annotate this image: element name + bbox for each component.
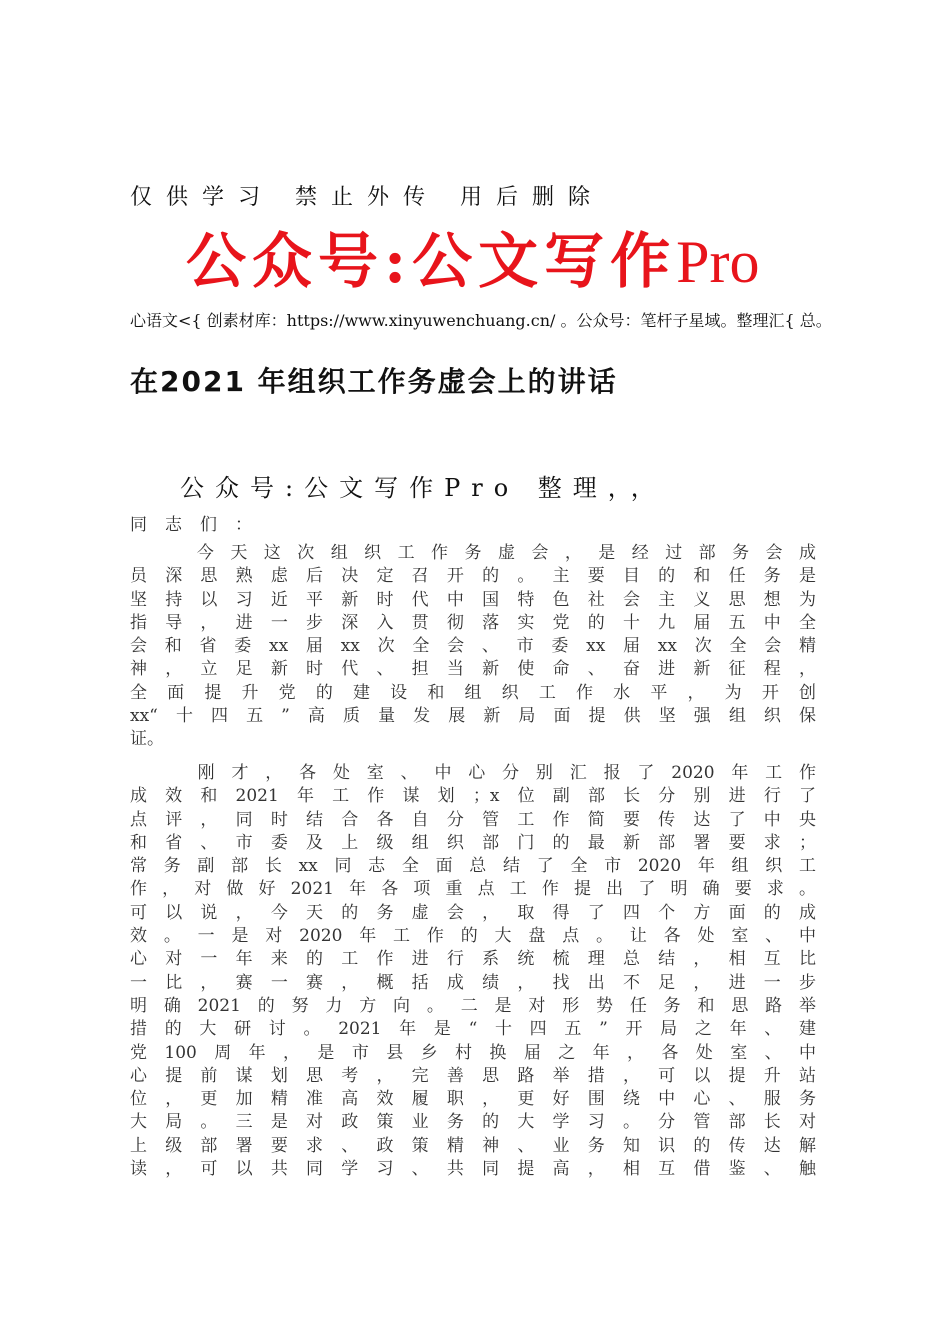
paragraph-line: 会和省委xx届xx次全会、市委xx届xx次全会精 [130,636,816,657]
paragraph-line: 一比，赛一赛，概括成绩，找出不足，进一步 [130,972,816,993]
paragraph-line: 坚持以习近平新时代中国特色社会主义思想为 [130,589,816,610]
paragraph-line: 读，可以共同学习、共同提高，相互借鉴、触 [130,1159,816,1180]
paragraph-1 [130,542,816,752]
banner-text: 公众号:公文写作 [186,227,677,297]
article-title: 在2021 年组织工作务虚会上的讲话 [130,365,618,398]
paragraph-line: 明确2021的努力方向。二是对形势任务和思路举 [130,995,816,1016]
paragraph-line: 可以说，今天的务虚会，取得了四个方面的成 [130,902,816,923]
banner-suffix: Pro [676,229,760,295]
paragraph-2 [130,762,816,1181]
paragraph-line: 措的大研讨。2021年是“十四五”开局之年、建 [130,1019,816,1040]
paragraph-line: 指导，进一步深入贯彻落实党的十九届五中全 [130,612,816,633]
source-line: 心语文<{ 创素材库：https://www.xinyuwenchuang.cn/ 。公众号：笔杆子星域。整理汇{ 总。 [130,311,832,330]
paragraph-line: 上级部署要求、政策精神、业务知识的传达解 [130,1135,816,1156]
paragraph-line: 神，立足新时代、担当新使命、奋进新征程， [130,659,816,680]
paragraph-line: 证。 [130,729,164,750]
paragraph-line: 今天这次组织工作务虚会，是经过部务会成 [130,543,816,563]
paragraph-line: 作，对做好2021年各项重点工作提出了明确要求。 [130,879,816,900]
paragraph-line: 常务副部长xx同志全面总结了全市2020年组织工 [130,856,816,877]
article-credit: 公众号:公文写作Pro 整理，， [180,474,666,502]
paragraph-line: 全面提升党的建设和组织工作水平，为开创 [130,682,816,703]
paragraph-line: 和省、市委及上级组织部门的最新部署要求； [130,832,816,853]
paragraph-line: 点评，同时结合各自分管工作简要传达了中央 [130,809,816,830]
watermark-banner [186,222,760,302]
paragraph-line: 党100周年，是市县乡村换届之年，各处室、中 [130,1042,816,1063]
salutation: 同志们： [130,515,270,535]
paragraph-line: 刚才，各处室、中心分别汇报了2020年工作 [130,763,816,783]
paragraph-line: 效。一是对2020年工作的大盘点。让各处室、中 [130,926,816,947]
paragraph-line: 大局。三是对政策业务的大学习。分管部长对 [130,1112,816,1133]
paragraph-line: 成效和2021年工作谋划；x位副部长分别进行了 [130,786,816,807]
paragraph-line: 员深思熟虑后决定召开的。主要目的和任务是 [130,566,816,587]
usage-notice: 仅供学习 禁止外传 用后删除 [130,185,604,210]
paragraph-line: 位，更加精准高效履职，更好围绕中心、服务 [130,1089,816,1110]
paragraph-line: 心提前谋划思考，完善思路举措，可以提升站 [130,1065,816,1086]
paragraph-line: 心对一年来的工作进行系统梳理总结，相互比 [130,949,816,970]
paragraph-line: xx“十四五”高质量发展新局面提供坚强组织保 [130,706,816,727]
